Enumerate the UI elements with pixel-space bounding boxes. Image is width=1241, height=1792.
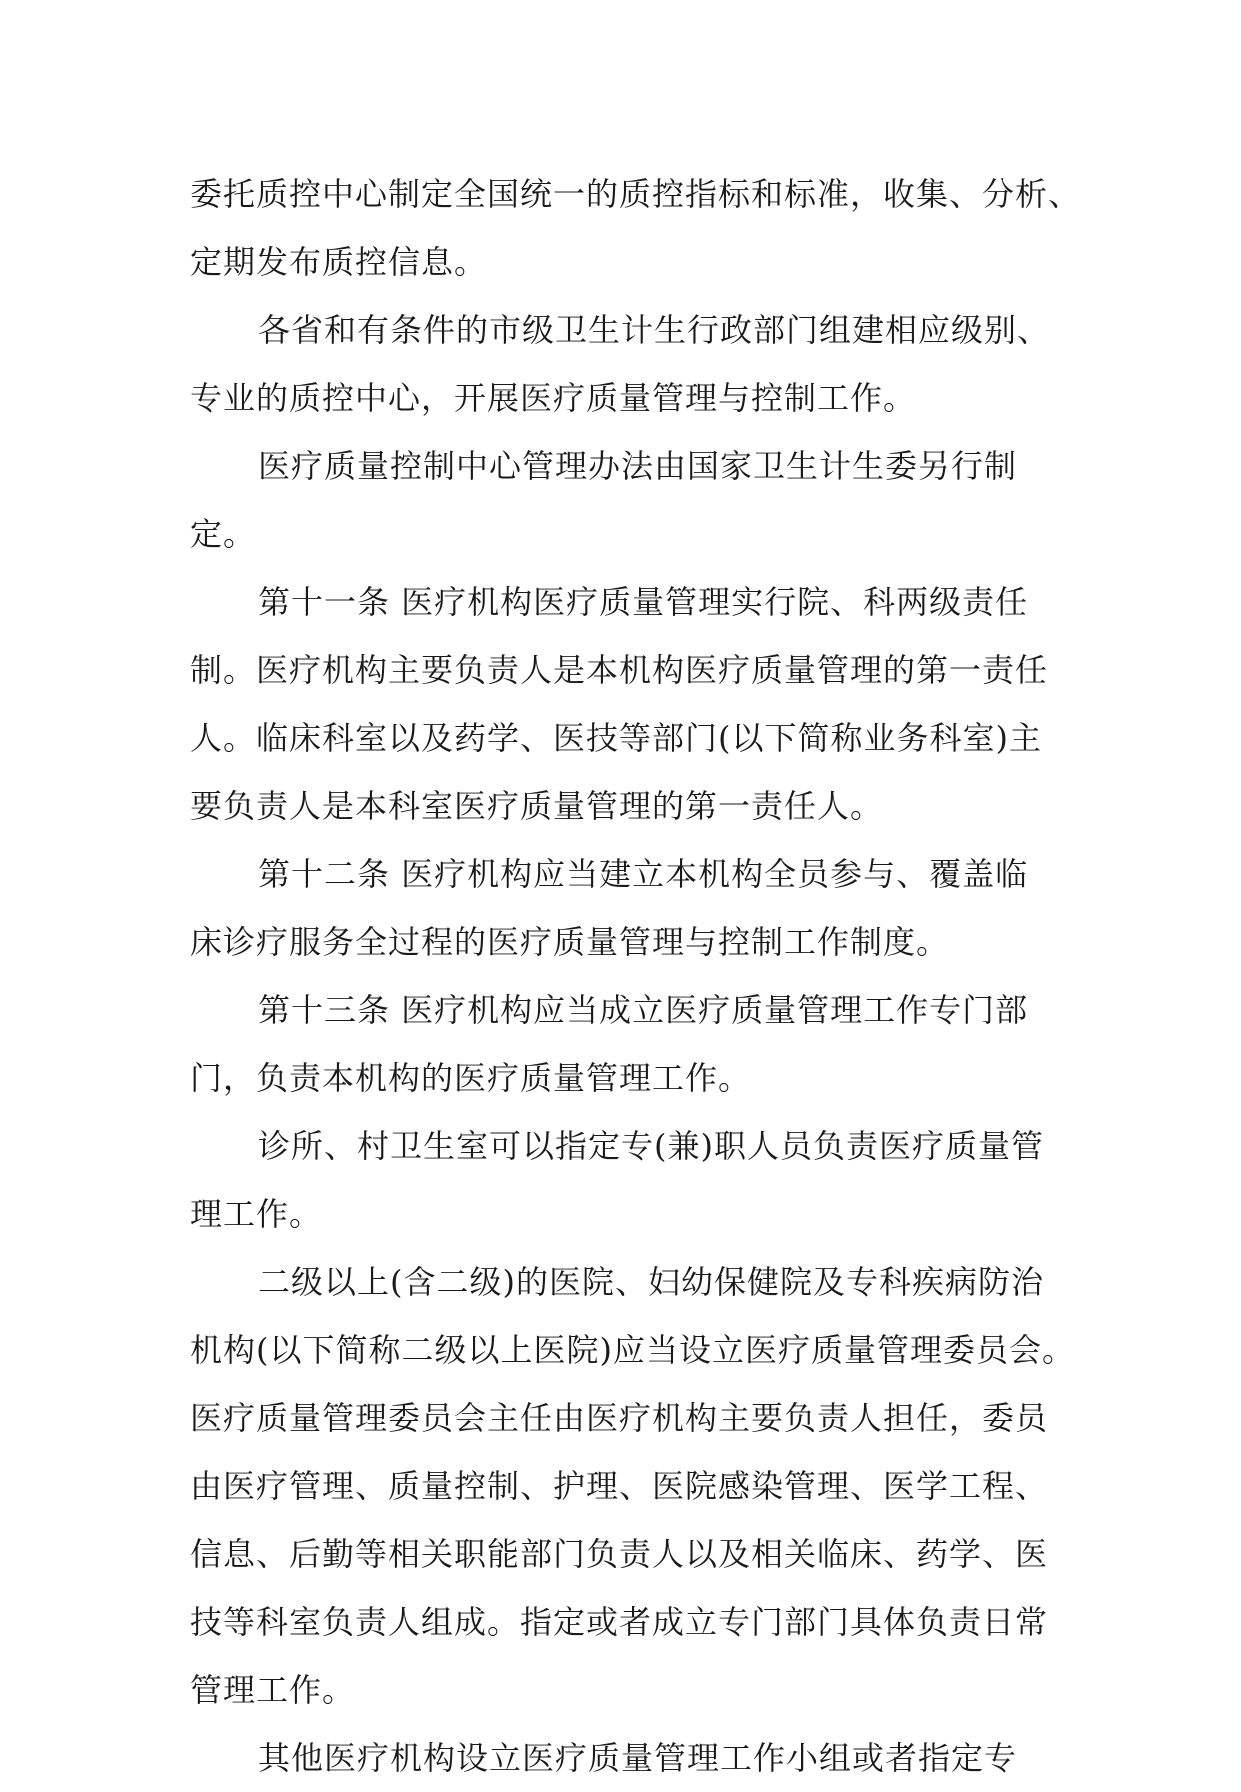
text-line: 定。 bbox=[190, 515, 257, 553]
text-line: 床诊疗服务全过程的医疗质量管理与控制工作制度。 bbox=[190, 923, 950, 961]
text-line: 信息、后勤等相关职能部门负责人以及相关临床、药学、医 bbox=[190, 1535, 1049, 1573]
text-line: 二级以上(含二级)的医院、妇幼保健院及专科疾病防治 bbox=[258, 1263, 1044, 1301]
text-line: 制。医疗机构主要负责人是本机构医疗质量管理的第一责任 bbox=[190, 651, 1049, 689]
text-line: 第十三条 医疗机构应当成立医疗质量管理工作专门部 bbox=[258, 991, 1029, 1029]
text-line: 要负责人是本科室医疗质量管理的第一责任人。 bbox=[190, 787, 884, 825]
text-line: 委托质控中心制定全国统一的质控指标和标准，收集、分析、 bbox=[190, 175, 1082, 213]
text-line: 第十一条 医疗机构医疗质量管理实行院、科两级责任 bbox=[258, 583, 1029, 621]
document-body bbox=[190, 160, 1082, 1792]
text-line: 机构(以下简称二级以上医院)应当设立医疗质量管理委员会。 bbox=[190, 1331, 1075, 1369]
text-line: 医疗质量控制中心管理办法由国家卫生计生委另行制 bbox=[258, 447, 1018, 485]
text-line: 人。临床科室以及药学、医技等部门(以下简称业务科室)主 bbox=[190, 719, 1042, 757]
text-line: 门，负责本机构的医疗质量管理工作。 bbox=[190, 1059, 752, 1097]
text-line: 理工作。 bbox=[190, 1195, 323, 1233]
text-line: 由医疗管理、质量控制、护理、医院感染管理、医学工程、 bbox=[190, 1467, 1049, 1505]
text-line: 专业的质控中心，开展医疗质量管理与控制工作。 bbox=[190, 379, 917, 417]
text-line: 技等科室负责人组成。指定或者成立专门部门具体负责日常 bbox=[190, 1603, 1049, 1641]
text-line: 管理工作。 bbox=[190, 1671, 356, 1709]
text-line: 诊所、村卫生室可以指定专(兼)职人员负责医疗质量管 bbox=[258, 1127, 1044, 1165]
text-line: 各省和有条件的市级卫生计生行政部门组建相应级别、 bbox=[258, 311, 1051, 349]
text-line: 定期发布质控信息。 bbox=[190, 243, 488, 281]
text-line: 第十二条 医疗机构应当建立本机构全员参与、覆盖临 bbox=[258, 855, 1029, 893]
text-line: 医疗质量管理委员会主任由医疗机构主要负责人担任，委员 bbox=[190, 1399, 1049, 1437]
text-line: 其他医疗机构设立医疗质量管理工作小组或者指定专 bbox=[258, 1739, 1018, 1777]
